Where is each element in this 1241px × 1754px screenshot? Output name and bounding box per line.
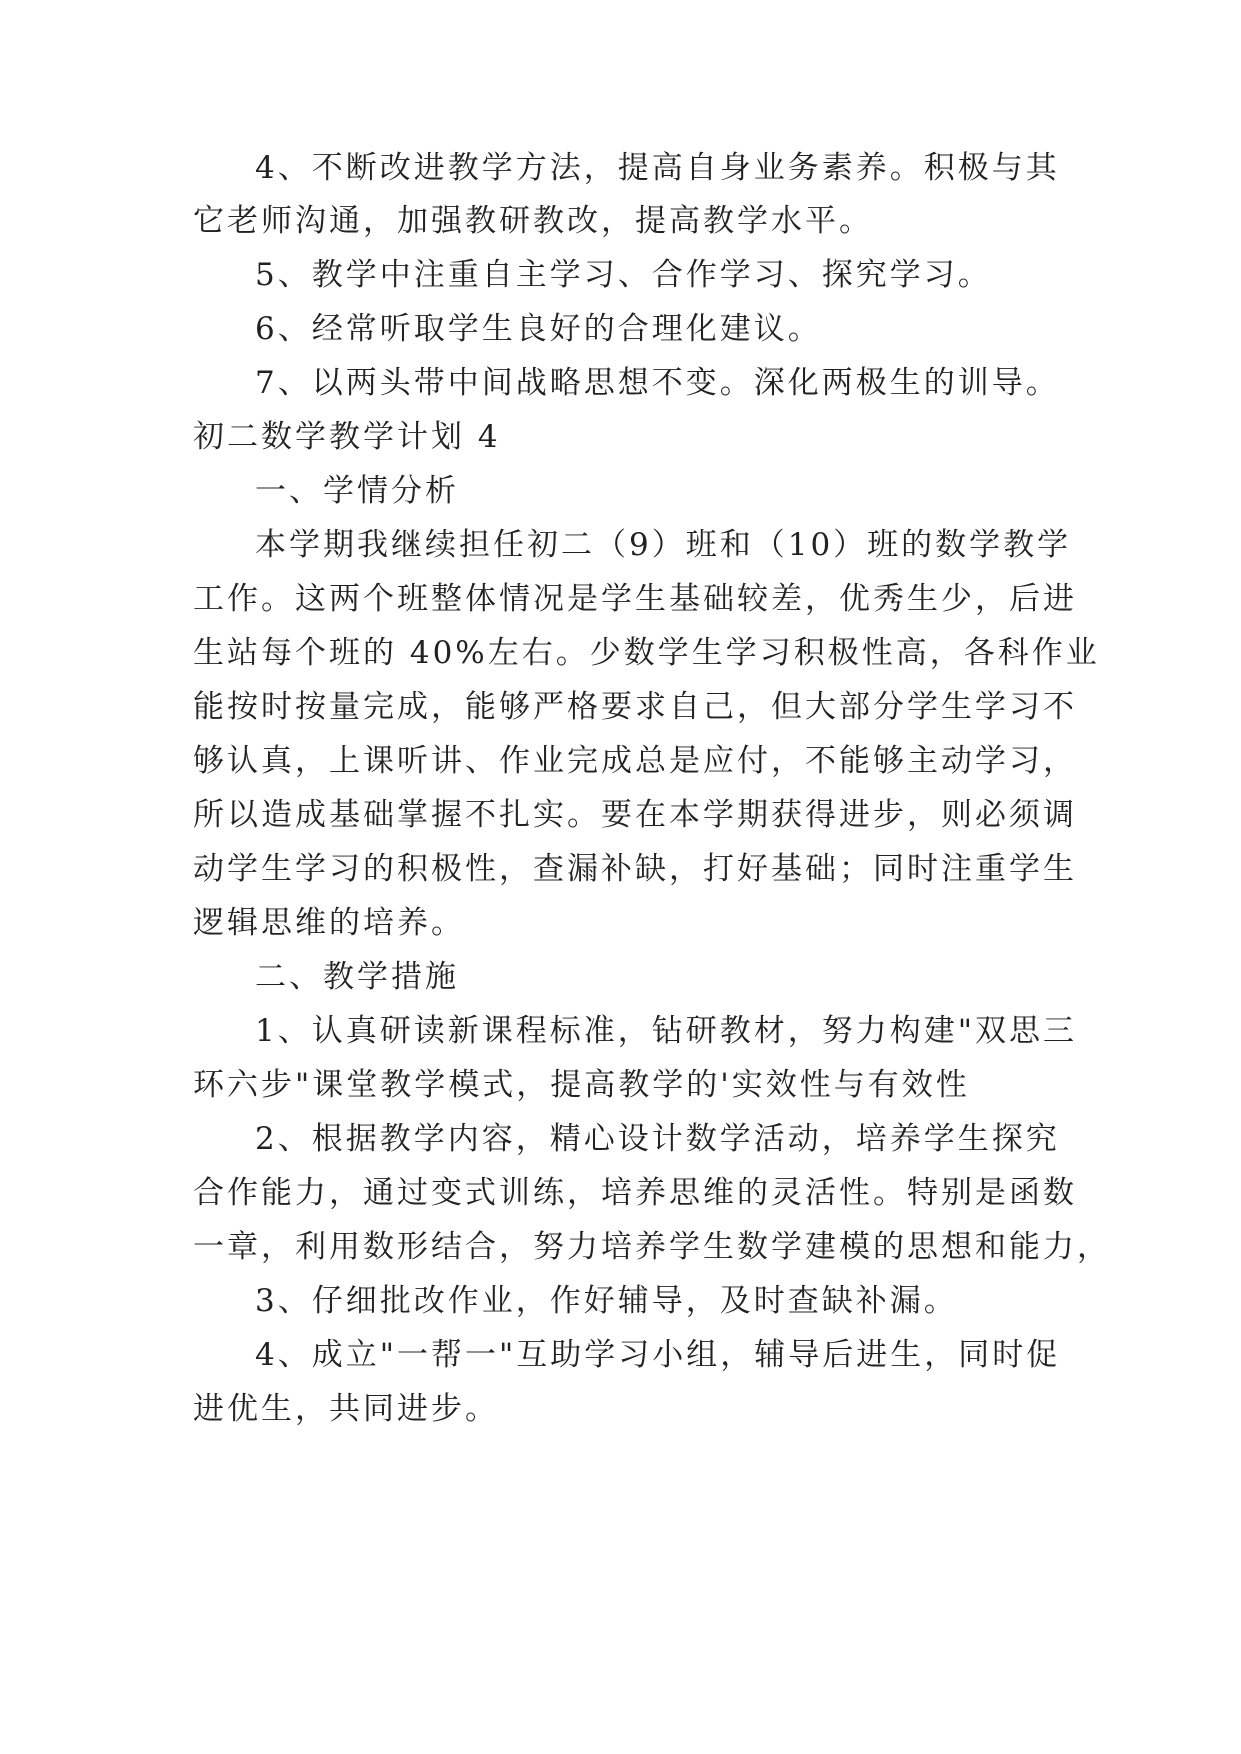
text-line: 2、根据教学内容，精心设计数学活动，培养学生探究 (255, 1121, 1060, 1157)
text-line: 它老师沟通，加强教研教改，提高教学水平。 (193, 203, 873, 239)
text-line: 逻辑思维的培养。 (193, 905, 465, 941)
text-line: 本学期我继续担任初二（9）班和（10）班的数学教学 (255, 527, 1072, 563)
text-line: 4、成立"一帮一"互助学习小组，辅导后进生，同时促 (255, 1337, 1061, 1373)
text-line: 动学生学习的积极性，查漏补缺，打好基础；同时注重学生 (193, 851, 1077, 887)
text-line: 环六步"课堂教学模式，提高教学的'实效性与有效性 (193, 1067, 970, 1103)
text-line: 进优生，共同进步。 (193, 1391, 499, 1427)
text-line: 所以造成基础掌握不扎实。要在本学期获得进步，则必须调 (193, 797, 1077, 833)
text-line: 工作。这两个班整体情况是学生基础较差，优秀生少，后进 (193, 581, 1077, 617)
text-line: 5、教学中注重自主学习、合作学习、探究学习。 (255, 257, 992, 293)
text-line: 4、不断改进教学方法，提高自身业务素养。积极与其 (255, 150, 1060, 186)
text-line: 6、经常听取学生良好的合理化建议。 (255, 311, 822, 347)
text-line: 生站每个班的 40%左右。少数学生学习积极性高，各科作业 (193, 635, 1100, 671)
section-heading: 初二数学教学计划 4 (193, 419, 501, 455)
text-line: 能按时按量完成，能够严格要求自己，但大部分学生学习不 (193, 689, 1077, 725)
text-line: 7、以两头带中间战略思想不变。深化两极生的训导。 (255, 365, 1060, 401)
text-line: 合作能力，通过变式训练，培养思维的灵活性。特别是函数 (193, 1175, 1077, 1211)
text-line: 一章，利用数形结合，努力培养学生数学建模的思想和能力， (193, 1229, 1111, 1265)
text-line: 够认真，上课听讲、作业完成总是应付，不能够主动学习， (193, 743, 1077, 779)
text-line: 1、认真研读新课程标准，钻研教材，努力构建"双思三 (255, 1013, 1077, 1049)
text-line: 3、仔细批改作业，作好辅导，及时查缺补漏。 (255, 1283, 958, 1319)
subsection-heading: 二、教学措施 (255, 959, 459, 995)
subsection-heading: 一、学情分析 (255, 473, 459, 509)
